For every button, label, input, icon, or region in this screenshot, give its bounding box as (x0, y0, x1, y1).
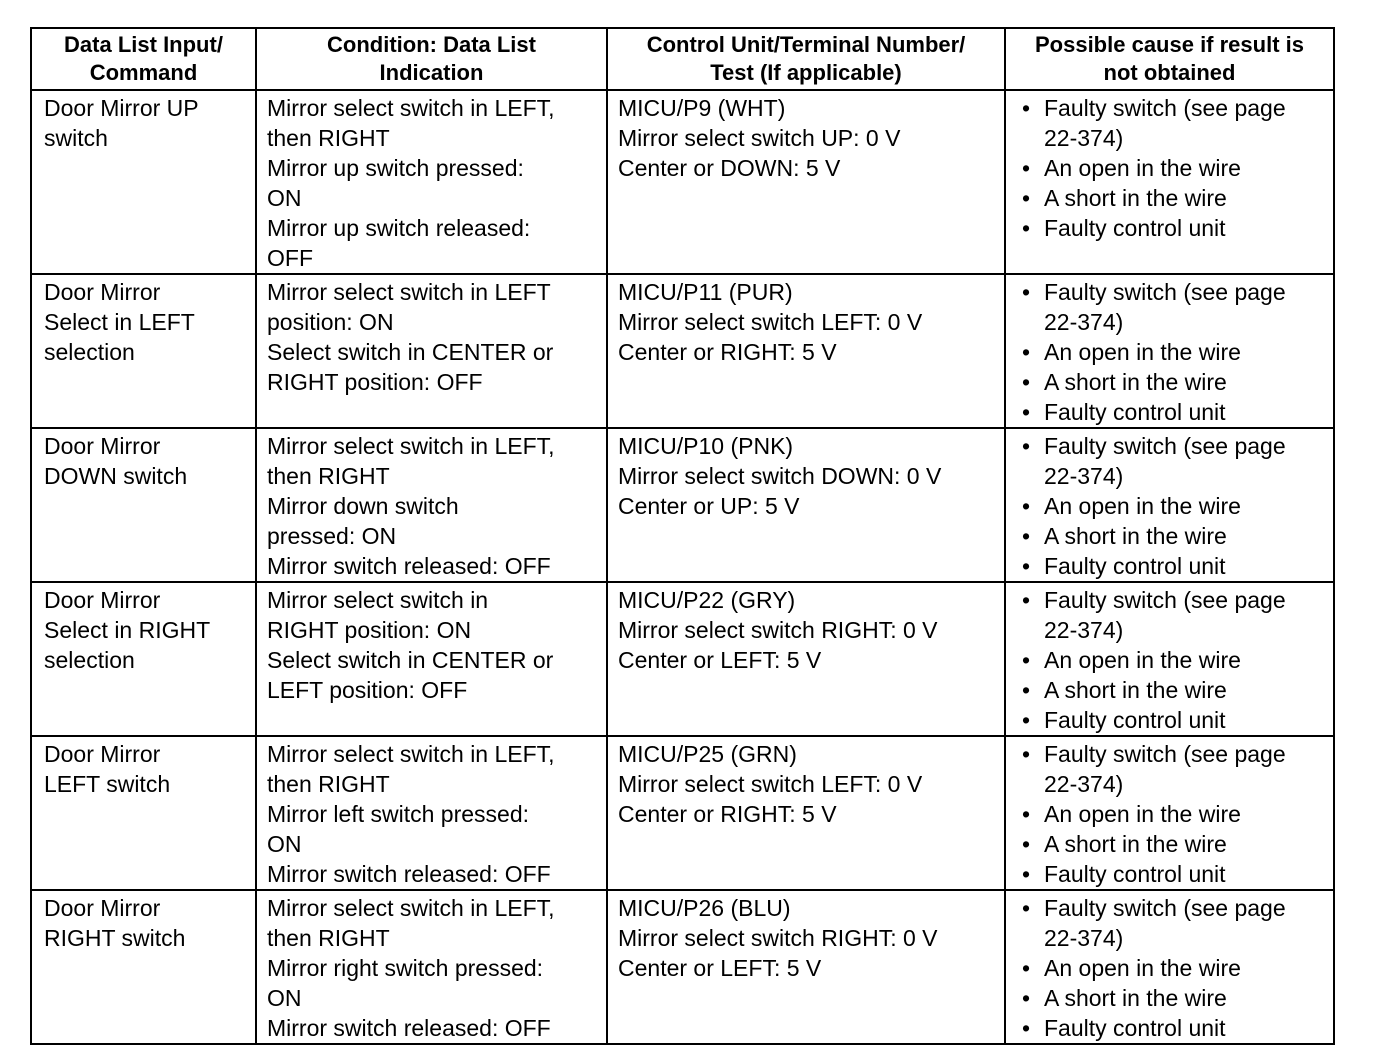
bullet-icon: • (1022, 801, 1031, 827)
condition-text-line: position: ON (267, 309, 394, 335)
header-data-list-input (31, 28, 256, 90)
condition-text-line: pressed: ON (267, 523, 397, 549)
cause-list-item (1016, 153, 1325, 183)
input-text-line: LEFT switch (44, 771, 171, 797)
bullet-icon: • (1022, 369, 1031, 395)
cause-text-line: A short in the wire (1044, 985, 1227, 1011)
terminal-text-line: Center or UP: 5 V (618, 493, 800, 519)
cell-terminal (607, 90, 1005, 274)
cell-data-list-input (31, 90, 256, 274)
input-text-line: Door Mirror (44, 433, 161, 459)
cause-list (1016, 277, 1325, 427)
table-body (31, 90, 1334, 1044)
cause-list-item (1016, 953, 1325, 983)
condition-text-line: Mirror select switch in LEFT, (267, 433, 555, 459)
condition-text-line: RIGHT position: ON (267, 617, 472, 643)
terminal-text-line: MICU/P9 (WHT) (618, 95, 786, 121)
table-header-row (31, 28, 1334, 90)
condition-text-line: Mirror switch released: OFF (267, 553, 551, 579)
input-text-line: switch (44, 125, 108, 151)
terminal-text-line: Center or RIGHT: 5 V (618, 801, 837, 827)
cause-list (1016, 93, 1325, 243)
bullet-icon: • (1022, 399, 1031, 425)
cause-text-line: A short in the wire (1044, 369, 1227, 395)
condition-text-line: Select switch in CENTER or (267, 339, 554, 365)
condition-text-line: Mirror down switch (267, 493, 459, 519)
cause-text-line: 22-374) (1044, 771, 1124, 797)
data-list-table (30, 27, 1335, 1045)
condition-text-line: then RIGHT (267, 463, 390, 489)
terminal-text-line: Center or LEFT: 5 V (618, 647, 822, 673)
cause-list-item (1016, 705, 1325, 735)
cell-data-list-input (31, 582, 256, 736)
cell-condition (256, 428, 607, 582)
cause-list-item (1016, 893, 1325, 953)
table-row (31, 890, 1334, 1044)
cause-list-item (1016, 93, 1325, 153)
cell-terminal (607, 274, 1005, 428)
input-text-line: DOWN switch (44, 463, 188, 489)
bullet-icon: • (1022, 339, 1031, 365)
header-text-line: Indication (379, 60, 484, 85)
cause-text-line: An open in the wire (1044, 155, 1241, 181)
cause-list-item (1016, 337, 1325, 367)
cause-list (1016, 893, 1325, 1043)
bullet-icon: • (1022, 741, 1031, 767)
cause-text-line: Faulty switch (see page (1044, 895, 1286, 921)
bullet-icon: • (1022, 493, 1031, 519)
terminal-text-line: Mirror select switch DOWN: 0 V (618, 463, 942, 489)
terminal-text-line: Center or LEFT: 5 V (618, 955, 822, 981)
cause-list-item (1016, 1013, 1325, 1043)
cause-text-line: A short in the wire (1044, 677, 1227, 703)
cell-condition (256, 90, 607, 274)
condition-text-line: Mirror select switch in (267, 587, 489, 613)
header-text-line: Possible cause if result is (1034, 32, 1304, 57)
terminal-text-line: MICU/P10 (PNK) (618, 433, 794, 459)
cause-text-line: An open in the wire (1044, 955, 1241, 981)
condition-text-line: Mirror right switch pressed: (267, 955, 544, 981)
table-row (31, 428, 1334, 582)
bullet-icon: • (1022, 155, 1031, 181)
cell-possible-cause (1005, 90, 1334, 274)
terminal-text-line: Mirror select switch LEFT: 0 V (618, 771, 923, 797)
bullet-icon: • (1022, 1015, 1031, 1041)
cause-text-line: Faulty control unit (1044, 399, 1226, 425)
cause-text-line: 22-374) (1044, 309, 1124, 335)
header-text-line: Command (89, 60, 198, 85)
cause-text-line: A short in the wire (1044, 185, 1227, 211)
cause-text-line: Faulty control unit (1044, 1015, 1226, 1041)
terminal-text-line: Mirror select switch LEFT: 0 V (618, 309, 923, 335)
cause-text-line: Faulty switch (see page (1044, 95, 1286, 121)
cell-condition (256, 890, 607, 1044)
cell-terminal (607, 428, 1005, 582)
condition-text-line: Mirror up switch released: (267, 215, 531, 241)
bullet-icon: • (1022, 523, 1031, 549)
header-terminal (607, 28, 1005, 90)
terminal-text-line: Mirror select switch UP: 0 V (618, 125, 901, 151)
header-text-line: Control Unit/Terminal Number/ (646, 32, 966, 57)
condition-text-line: Mirror select switch in LEFT (267, 279, 551, 305)
cause-text-line: A short in the wire (1044, 523, 1227, 549)
condition-text-line: Select switch in CENTER or (267, 647, 554, 673)
cause-text-line: Faulty control unit (1044, 553, 1226, 579)
bullet-icon: • (1022, 587, 1031, 613)
cause-text-line: 22-374) (1044, 463, 1124, 489)
condition-text-line: ON (267, 831, 302, 857)
bullet-icon: • (1022, 861, 1031, 887)
input-text-line: Select in RIGHT (44, 617, 211, 643)
bullet-icon: • (1022, 707, 1031, 733)
bullet-icon: • (1022, 647, 1031, 673)
cause-text-line: An open in the wire (1044, 647, 1241, 673)
cause-text-line: Faulty switch (see page (1044, 741, 1286, 767)
cause-list-item (1016, 585, 1325, 645)
cause-text-line: 22-374) (1044, 925, 1124, 951)
bullet-icon: • (1022, 95, 1031, 121)
input-text-line: selection (44, 647, 135, 673)
cause-list-item (1016, 675, 1325, 705)
condition-text-line: Mirror select switch in LEFT, (267, 895, 555, 921)
table-row (31, 274, 1334, 428)
cause-text-line: 22-374) (1044, 125, 1124, 151)
cause-list-item (1016, 829, 1325, 859)
troubleshooting-table-container (30, 27, 1333, 1045)
condition-text-line: then RIGHT (267, 925, 390, 951)
cause-list-item (1016, 521, 1325, 551)
cause-list-item (1016, 859, 1325, 889)
cause-list-item (1016, 397, 1325, 427)
terminal-text-line: Mirror select switch RIGHT: 0 V (618, 925, 938, 951)
cause-list-item (1016, 739, 1325, 799)
cause-list-item (1016, 645, 1325, 675)
cause-text-line: Faulty switch (see page (1044, 433, 1286, 459)
cause-text-line: An open in the wire (1044, 801, 1241, 827)
cause-text-line: Faulty control unit (1044, 215, 1226, 241)
input-text-line: Door Mirror (44, 895, 161, 921)
condition-text-line: Mirror select switch in LEFT, (267, 741, 555, 767)
input-text-line: Select in LEFT (44, 309, 195, 335)
condition-text-line: LEFT position: OFF (267, 677, 468, 703)
input-text-line: RIGHT switch (44, 925, 186, 951)
cause-list-item (1016, 551, 1325, 581)
cell-data-list-input (31, 428, 256, 582)
cause-text-line: Faulty control unit (1044, 861, 1226, 887)
cause-list-item (1016, 799, 1325, 829)
condition-text-line: Mirror switch released: OFF (267, 1015, 551, 1041)
header-text-line: Data List Input/ (64, 32, 223, 57)
input-text-line: Door Mirror UP (44, 95, 199, 121)
condition-text-line: then RIGHT (267, 771, 390, 797)
cell-terminal (607, 890, 1005, 1044)
input-text-line: Door Mirror (44, 587, 161, 613)
cell-condition (256, 582, 607, 736)
bullet-icon: • (1022, 433, 1031, 459)
header-possible-cause (1005, 28, 1334, 90)
cause-list-item (1016, 983, 1325, 1013)
cause-list (1016, 431, 1325, 581)
bullet-icon: • (1022, 553, 1031, 579)
cause-list-item (1016, 213, 1325, 243)
cell-possible-cause (1005, 274, 1334, 428)
cause-text-line: 22-374) (1044, 617, 1124, 643)
condition-text-line: OFF (267, 245, 313, 271)
bullet-icon: • (1022, 831, 1031, 857)
cell-possible-cause (1005, 736, 1334, 890)
header-condition (256, 28, 607, 90)
cell-data-list-input (31, 736, 256, 890)
table-row (31, 582, 1334, 736)
cell-condition (256, 274, 607, 428)
cause-text-line: An open in the wire (1044, 339, 1241, 365)
terminal-text-line: Center or RIGHT: 5 V (618, 339, 837, 365)
table-row (31, 736, 1334, 890)
terminal-text-line: MICU/P22 (GRY) (618, 587, 796, 613)
cell-possible-cause (1005, 582, 1334, 736)
cause-list-item (1016, 491, 1325, 521)
cell-data-list-input (31, 890, 256, 1044)
input-text-line: Door Mirror (44, 279, 161, 305)
condition-text-line: Mirror switch released: OFF (267, 861, 551, 887)
cause-text-line: Faulty switch (see page (1044, 587, 1286, 613)
bullet-icon: • (1022, 215, 1031, 241)
cause-text-line: An open in the wire (1044, 493, 1241, 519)
condition-text-line: Mirror left switch pressed: (267, 801, 530, 827)
cell-possible-cause (1005, 890, 1334, 1044)
condition-text-line: RIGHT position: OFF (267, 369, 483, 395)
terminal-text-line: MICU/P25 (GRN) (618, 741, 797, 767)
bullet-icon: • (1022, 985, 1031, 1011)
cause-list-item (1016, 277, 1325, 337)
cell-terminal (607, 736, 1005, 890)
cell-condition (256, 736, 607, 890)
header-text-line: not obtained (1103, 60, 1236, 85)
condition-text-line: then RIGHT (267, 125, 390, 151)
input-text-line: Door Mirror (44, 741, 161, 767)
terminal-text-line: Mirror select switch RIGHT: 0 V (618, 617, 938, 643)
bullet-icon: • (1022, 955, 1031, 981)
cause-list (1016, 585, 1325, 735)
header-text-line: Condition: Data List (327, 32, 536, 57)
cause-text-line: Faulty switch (see page (1044, 279, 1286, 305)
input-text-line: selection (44, 339, 135, 365)
cause-text-line: Faulty control unit (1044, 707, 1226, 733)
bullet-icon: • (1022, 895, 1031, 921)
bullet-icon: • (1022, 279, 1031, 305)
cell-possible-cause (1005, 428, 1334, 582)
cause-list-item (1016, 183, 1325, 213)
table-row (31, 90, 1334, 274)
condition-text-line: Mirror up switch pressed: (267, 155, 524, 181)
cause-list (1016, 739, 1325, 889)
terminal-text-line: Center or DOWN: 5 V (618, 155, 841, 181)
condition-text-line: ON (267, 985, 302, 1011)
cell-terminal (607, 582, 1005, 736)
cell-data-list-input (31, 274, 256, 428)
cause-text-line: A short in the wire (1044, 831, 1227, 857)
terminal-text-line: MICU/P26 (BLU) (618, 895, 791, 921)
condition-text-line: Mirror select switch in LEFT, (267, 95, 555, 121)
bullet-icon: • (1022, 185, 1031, 211)
bullet-icon: • (1022, 677, 1031, 703)
cause-list-item (1016, 367, 1325, 397)
terminal-text-line: MICU/P11 (PUR) (618, 279, 793, 305)
condition-text-line: ON (267, 185, 302, 211)
header-text-line: Test (If applicable) (710, 60, 902, 85)
cause-list-item (1016, 431, 1325, 491)
